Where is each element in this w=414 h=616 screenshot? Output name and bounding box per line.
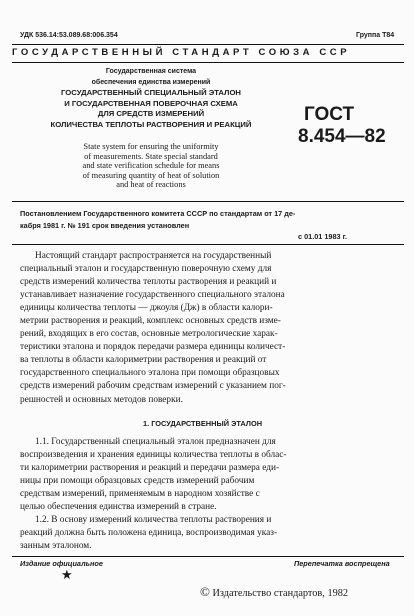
paragraph-line: средств измерений количества теплоты растворения и реакций и bbox=[20, 277, 277, 288]
paragraph-line: решностей и основных методов поверки. bbox=[20, 394, 183, 405]
section-paragraph bbox=[20, 436, 406, 553]
official-edition: Издание официальное bbox=[20, 559, 103, 568]
paragraph-line: целью обеспечения единства измерений в стране. bbox=[20, 502, 217, 513]
paragraph-line: специальный эталон и государственную поверочную схему для bbox=[20, 264, 272, 275]
paragraph-line: воспроизведения и хранения единицы количества теплоты в облас- bbox=[20, 450, 287, 461]
paragraph-line: занным эталоном. bbox=[20, 541, 92, 552]
paragraph-line: реакций должна быть положена единица, воспроизводимая указ- bbox=[20, 528, 278, 539]
title-rule bbox=[12, 201, 404, 202]
paragraph-line: ницы при помощи образцовых средств измерений рабочим bbox=[20, 476, 255, 487]
paragraph-line: Настоящий стандарт распространяется на государственный bbox=[35, 251, 272, 261]
gost-label: ГОСТ bbox=[304, 104, 355, 125]
copyright-text: Издательство стандартов, 1982 bbox=[212, 588, 349, 599]
title-line: ДЛЯ СРЕДСТВ ИЗМЕРЕНИЙ bbox=[97, 109, 205, 119]
title-line: КОЛИЧЕСТВА ТЕПЛОТЫ РАСТВОРЕНИЯ И РЕАКЦИЙ bbox=[50, 119, 252, 129]
decree-line: Постановлением Государственного комитета СССР по стандартам от 17 де- bbox=[20, 209, 296, 218]
english-line: State system for ensuring the uniformity bbox=[83, 142, 219, 151]
paragraph-line: ти калориметрии растворения и реакций и передачи размера еди- bbox=[20, 463, 280, 474]
banner-rule bbox=[12, 62, 404, 63]
udk-code: УДК 536.14:53.089.68:006.354 bbox=[20, 32, 118, 39]
footer-rule bbox=[12, 556, 404, 557]
reprint-prohibited: Перепечатка воспрещена bbox=[294, 559, 390, 568]
english-line: and heat of reactions bbox=[116, 180, 186, 190]
paragraph-line: государственного специального эталона при помощи образцовых bbox=[20, 368, 280, 379]
paragraph-line: ва теплоты в области калориметрии растворения и реакций от bbox=[20, 355, 267, 366]
paragraph-line: устанавливает назначение государственного специального эталона bbox=[20, 290, 285, 301]
top-rule bbox=[12, 44, 404, 45]
copyright bbox=[200, 584, 348, 600]
decree-rule bbox=[12, 244, 404, 245]
paragraph-line: 1.2. В основу измерений количества теплоты растворения и bbox=[35, 515, 272, 526]
paragraph-line: средствам измерений, применяемым в народном хозяйстве с bbox=[20, 489, 260, 500]
standard-title bbox=[20, 67, 282, 131]
title-line: Государственная система bbox=[105, 68, 197, 75]
section-heading: 1. ГОСУДАРСТВЕННЫЙ ЭТАЛОН bbox=[143, 419, 263, 428]
group-code: Группа Т84 bbox=[356, 32, 395, 39]
english-line: of measurements. State special standard bbox=[84, 151, 218, 161]
star-icon: ★ bbox=[61, 567, 73, 582]
effective-date: с 01.01 1983 г. bbox=[298, 232, 347, 241]
paragraph-line: единицы количества теплоты — джоуля (Дж) в области калори- bbox=[20, 303, 273, 314]
gost-number: 8.454—82 bbox=[298, 126, 386, 147]
paragraph-line: средств измерений рабочим средствам измерений с указанием пог- bbox=[20, 381, 286, 392]
decree-line: кабря 1981 г. № 191 срок введения установлен bbox=[20, 221, 190, 230]
paragraph-line: метрии растворения и реакций, комплекс основных средств изме- bbox=[20, 316, 281, 327]
standard-banner: ГОСУДАРСТВЕННЫЙ СТАНДАРТ СОЮЗА ССР bbox=[12, 47, 351, 58]
paragraph-line: теристики эталона и порядок передачи размера единицы количест- bbox=[20, 342, 286, 353]
english-line: and state verification schedule for means bbox=[82, 161, 220, 171]
title-line: ГОСУДАРСТВЕННЫЙ СПЕЦИАЛЬНЫЙ ЭТАЛОН bbox=[61, 88, 241, 98]
english-line: of measuring quantity of heat of solution bbox=[82, 170, 220, 180]
title-line: И ГОСУДАРСТВЕННАЯ ПОВЕРОЧНАЯ СХЕМА bbox=[64, 98, 238, 108]
copyright-icon: © bbox=[200, 584, 210, 599]
title-line: обеспечения единства измерений bbox=[91, 78, 211, 86]
paragraph-line: 1.1. Государственный специальный эталон предназначен для bbox=[35, 437, 276, 447]
intro-paragraph bbox=[20, 250, 406, 407]
decree-text bbox=[20, 208, 404, 232]
english-title bbox=[20, 142, 282, 190]
paragraph-line: рений, входящих в его состав, основные метрологические харак- bbox=[20, 329, 278, 340]
